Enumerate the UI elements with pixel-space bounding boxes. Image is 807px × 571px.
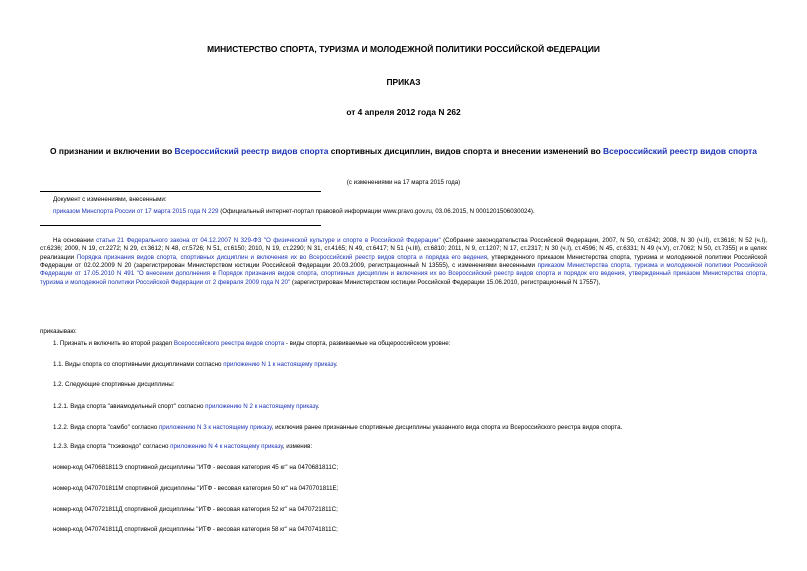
item-1-2-1-text-a: 1.2.1. Вида спорта "авиамодельный спорт" согласно: [53, 403, 206, 410]
item-1-1-text-a: 1.1. Виды спорта со спортивными дисциплинами согласно: [53, 361, 224, 368]
item-1-2: 1.2. Следующие спортивные дисциплины:: [53, 381, 175, 388]
ministry-heading: МИНИСТЕРСТВО СПОРТА, ТУРИЗМА И МОЛОДЕЖНОЙ ПОЛИТИКИ РОССИЙСКОЙ ФЕДЕРАЦИИ: [207, 44, 600, 54]
item-1-1: [53, 361, 767, 369]
amendments-heading: Документ с изменениями, внесенными:: [53, 196, 167, 203]
code-change-item: номер-код 0470741811Д спортивной дисциплины "ИТФ - весовая категория 58 кг" на 0470741811С;: [53, 526, 338, 533]
divider-bottom: [40, 225, 321, 226]
item-1-2-1: [53, 403, 767, 411]
item-1-2-2: [53, 424, 767, 432]
item-1-2-1-text-b: .: [317, 403, 320, 410]
appendix-4-link[interactable]: приложению N 4 к настоящему приказу: [170, 443, 283, 450]
item-1-2-2-text-b: , исключив ранее признанные спортивные дисциплины указанного вида спорта из Всероссийского реестра видов спорта.: [271, 424, 623, 431]
preamble-text-4: (зарегистрирован Министерством юстиции Российской Федерации 15.06.2010, регистрационный N 17557),: [290, 278, 601, 286]
preamble-paragraph: [40, 237, 767, 287]
orders-text: приказываю:: [40, 328, 77, 335]
code-change-item: номер-код 0470721811Д спортивной дисциплины "ИТФ - весовая категория 52 кг" на 0470721811С;: [53, 506, 338, 513]
code-change-item: номер-код 0470701811М спортивной дисциплины "ИТФ - весовая категория 50 кг" на 0470701811Е;: [53, 485, 339, 492]
title-registry-link-1[interactable]: Всероссийский реестр видов спорта: [174, 146, 329, 156]
federal-law-link[interactable]: статьи 21 Федерального закона от 04.12.2007 N 329-ФЗ "О физической культуре и спорте в Российской Федерации": [96, 237, 441, 244]
item-1-1-text-b: .: [335, 361, 338, 368]
appendix-3-link[interactable]: приложению N 3 к настоящему приказу: [158, 424, 272, 431]
item-1: [53, 340, 767, 348]
item-1-text-b: - виды спорта, развиваемые на общероссийском уровне:: [284, 340, 451, 347]
preamble-text-1: На основании: [53, 237, 97, 244]
amendments-line: [53, 208, 773, 216]
preamble-text-3: , утвержденного приказом Министерства спорта, туризма и молодежной политики Российской Федерации от 02.02.2009 N 20 (зарегистрирован Министерством юстиции Российской Федерации 20.03.2009, регистрационный N 13555), с изменениями внесенными: [40, 253, 767, 270]
order-heading: ПРИКАЗ: [386, 77, 421, 87]
code-change-item: номер-код 0470681811Э спортивной дисциплины "ИТФ - весовая категория 45 кг" на 0470681811С;: [53, 464, 339, 471]
appendix-2-link[interactable]: приложению N 2 к настоящему приказу: [205, 403, 318, 410]
item-1-2-3-text-a: 1.2.3. Вида спорта "тхэквондо" согласно: [53, 443, 171, 450]
appendix-1-link[interactable]: приложению N 1 к настоящему приказу: [223, 361, 336, 368]
document-title: [40, 146, 767, 157]
revision-note: (с изменениями на 17 марта 2015 года): [346, 179, 461, 186]
amending-order-link[interactable]: приказом Министерства спорта, туризма и молодежной политики Российской Федерации от 17.05.2010 N 491 "О внесении дополнения в Порядок признания видов спорта, спортивных дисциплин и включения их во Всероссийский реестр видов спорта и порядок его ведения, утвержденный приказом Министерства спорта, туризма и молодежной политики Российской Федерации от 2 февраля 2009 года N 20": [40, 262, 767, 286]
item-1-registry-link[interactable]: Всероссийского реестра видов спорта: [173, 340, 285, 347]
title-text-2: спортивных дисциплин, видов спорта и внесении изменений во: [328, 146, 604, 156]
registry-procedure-link[interactable]: Порядка признания видов спорта, спортивных дисциплин и включения их во Всероссийский реестр видов спорта и порядка его ведения: [76, 253, 488, 261]
item-1-2-3-text-b: , изменив:: [282, 443, 313, 450]
title-text-1: О признании и включении во: [50, 146, 175, 156]
amendment-source-text: (Официальный интернет-портал правовой информации www.pravo.gov.ru, 03.06.2015, N 0001201506030024).: [218, 208, 535, 215]
item-1-2-2-text-a: 1.2.2. Вида спорта "самбо" согласно: [53, 424, 159, 431]
order-date-number: от 4 апреля 2012 года N 262: [346, 107, 461, 117]
divider-top: [40, 191, 321, 192]
amendment-order-link[interactable]: приказом Минспорта России от 17 марта 2015 года N 229: [53, 208, 219, 215]
preamble-text-2: (Собрание законодательства Российской Федерации, 2007, N 50, ст.6242; 2008, N 30 (ч.II), ст.3616; N 52 (ч.I), ст.6236; 2009, N 19, ст.2272; N 29, ст.3612; N 48, ст.5726; N 51, ст.6150; 2010, N 19, ст.2290; N 31, ст.4165; N 49, ст.6417; N 51 (ч.III), ст.6810; 2011, N 9, ст.1207; N 17, ст.2317; N 30 (ч.I), ст.4596; N 45, ст.6331; N 49 (ч.V), ст.7062; N 50, ст.7355) и в целях реализации: [40, 237, 767, 261]
item-1-2-3: [53, 443, 767, 451]
item-1-text-a: 1. Признать и включить во второй раздел: [53, 340, 174, 347]
title-registry-link-2[interactable]: Всероссийский реестр видов спорта: [603, 146, 757, 156]
